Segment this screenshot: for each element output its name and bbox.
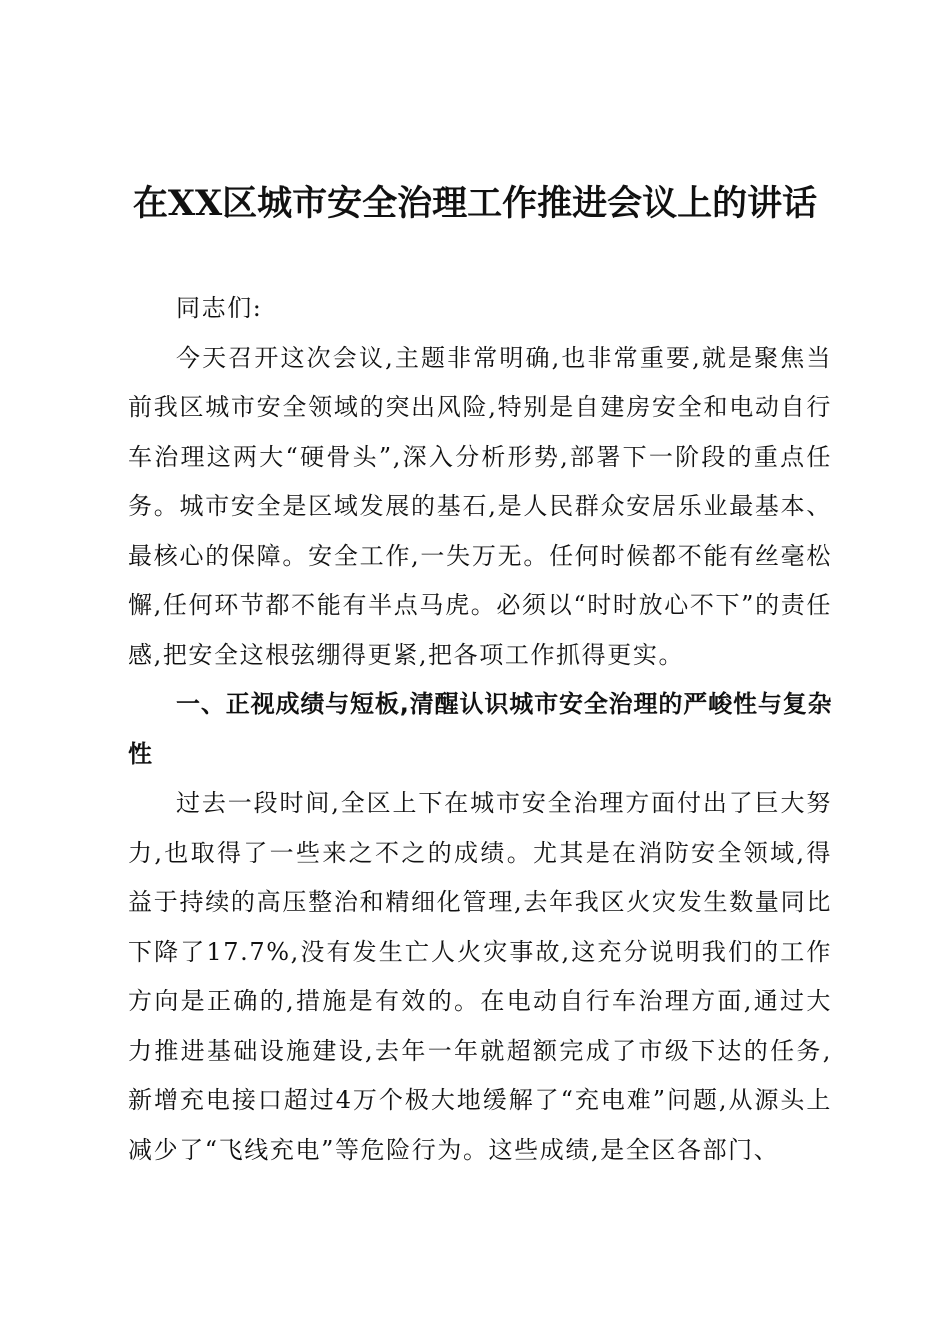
salutation: 同志们: — [176, 294, 263, 322]
document-body — [128, 284, 832, 1175]
section-1-paragraph: 过去一段时间,全区上下在城市安全治理方面付出了巨大努力,也取得了一些来之不之的成绩。尤其是在消防安全领域,得益于持续的高压整治和精细化管理,去年我区火灾发生数量同比下降了17.7%,没有发生亡人火灾事故,这充分说明我们的工作方向是正确的,措施是有效的。在电动自行车治理方面,通过大力推进基础设施建设,去年一年就超额完成了市级下达的任务,新增充电接口超过4万个极大地缓解了“充电难”问题,从源头上减少了“飞线充电”等危险行为。这些成绩,是全区各部门、 — [128, 789, 832, 1164]
document-title: 在XX区城市安全治理工作推进会议上的讲话 — [132, 183, 818, 224]
section-heading-1: 一、正视成绩与短板,清醒认识城市安全治理的严峻性与复杂性 — [128, 690, 832, 768]
intro-paragraph: 今天召开这次会议,主题非常明确,也非常重要,就是聚焦当前我区城市安全领域的突出风险,特别是自建房安全和电动自行车治理这两大“硬骨头”,深入分析形势,部署下一阶段的重点任务。城市安全是区域发展的基石,是人民群众安居乐业最基本、最核心的保障。安全工作,一失万无。任何时候都不能有丝毫松懈,任何环节都不能有半点马虎。必须以“时时放心不下”的责任感,把安全这根弦绷得更紧,把各项工作抓得更实。 — [128, 343, 832, 669]
